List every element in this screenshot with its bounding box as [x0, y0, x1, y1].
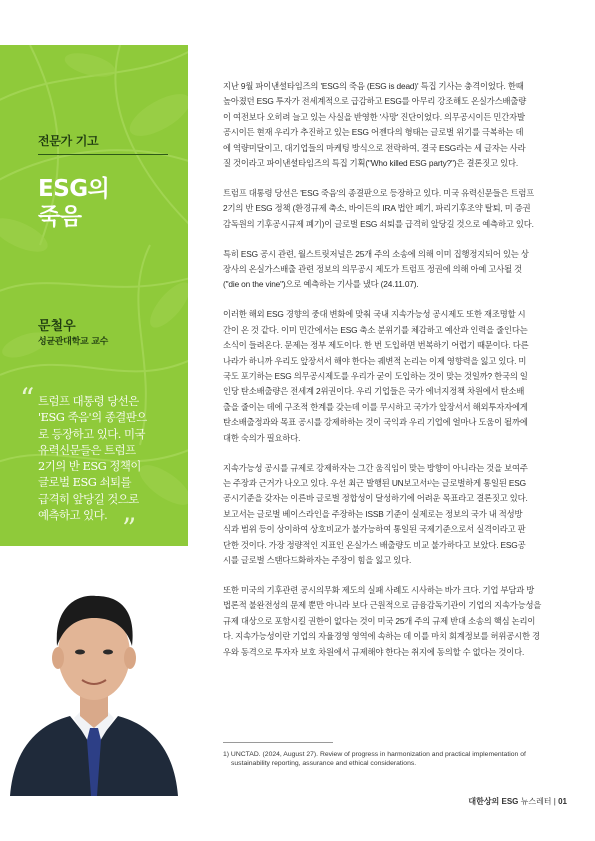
article-title-line: ESG의 [38, 176, 110, 202]
paragraph-line: 이 여전보다 오히려 늘고 있는 사실을 반영한 '사망' 진단이었다. 의무공시이든 민간자발 [223, 111, 525, 122]
page-footer [468, 796, 567, 807]
paragraph-line: 특히 ESG 공시 관련, 월스트릿저널은 25개 주의 소송에 의해 이미 집행정지되어 있는 상 [223, 248, 529, 259]
category-divider [38, 154, 168, 155]
pull-quote-line: 유력신문들은 트럼프 [38, 442, 136, 457]
paragraph-line: 감독원의 기후공시규제 폐기)이 글로벌 ESG 쇠퇴를 급격히 앞당길 것으로 예측하고 있다. [223, 218, 534, 229]
paragraph-line: 높아졌던 ESG 투자가 전세계적으로 급감하고 ESG를 아무리 강조해도 온실가스배출량 [223, 96, 527, 107]
paragraph-line: 단한 것이다. 가장 정량적인 지표인 온실가스 배출량도 비교 불가하다고 보았다. ESG공 [223, 539, 526, 550]
paragraph-line: 나라가 하니까 우리도 앞장서서 해야 한다는 궤변적 논리는 이제 영향력을 잃고 있다. 미 [223, 355, 527, 366]
paragraph-line: 출을 줄이는 데에 구조적 한계를 갖는데 이를 무시하고 국가가 앞장서서 해외투자자에게 [223, 401, 528, 412]
paragraph-line: 공시이든 현재 우리가 추진하고 있는 ESG 어젠다의 형태는 글로벌 위기를 극복하는 데 [223, 127, 524, 138]
paragraph-line: 장사의 온실가스배출 관련 정보의 의무공시 제도가 트럼프 정권에 의해 아예 고사될 것 [223, 264, 522, 275]
paragraph-line: 다. 지속가능성이란 기업의 자율경영 영역에 속하는 데 이를 마치 회계정보를 허위공시한 경 [223, 631, 540, 642]
article-body [223, 79, 568, 674]
paragraph-line: 식과 범위 등이 상이하여 상호비교가 불가능하여 통일된 국제기준으로서 실격이라고 판 [223, 524, 526, 535]
pull-quote-line: 2기의 반 ESG 정책이 [38, 459, 141, 474]
paragraph-line: ("die on the vine")으로 예측하는 기사를 냈다 (24.11.07). [223, 279, 419, 290]
paragraph-line: 우와 동격으로 투자자 보호 차원에서 규제해야 한다는 취지에 동의할 수 없다는 것이다. [223, 646, 525, 657]
paragraph-line: 소식이 들려온다. 문제는 정부 제도이다. 한 번 도입하면 번복하기 어렵기 때문이다. 다른 [223, 340, 529, 351]
pull-quote-line: 'ESG 죽음'의 종결판으 [38, 410, 147, 425]
author-name: 문철우 [38, 319, 76, 334]
newsletter-label: 뉴스레터 [520, 797, 552, 806]
paragraph-line: 탄소배출정과와 목표 공시를 강제하하는 것이 국익과 우리 기업에 얼마나 도움이 될까에 [223, 417, 528, 428]
footnote-line: sustainability reporting, assurance and ethical considerations. [231, 760, 417, 767]
section-category: 전문가 기고 [38, 134, 99, 148]
paragraph-line: 이러한 해외 ESG 경향의 중대 변화에 맞춰 국내 지속가능성 공시제도 또한 재조명할 시 [223, 309, 526, 320]
article-paragraph [223, 307, 568, 446]
paragraph-line: 국도 포기하는 ESG 의무공시제도를 우리가 굳이 도입하는 것이 맞는 것일까? 한국의 일 [223, 371, 528, 381]
paragraph-line: 지난 9월 파이낸셜타임즈의 'ESG의 죽음 (ESG is dead)' 특집 기사는 충격이었다. 한때 [223, 81, 524, 91]
article-title-line: 죽음 [38, 204, 82, 230]
article-paragraph [223, 79, 568, 171]
pull-quote [38, 393, 184, 523]
paragraph-line: 간이 온 것 같다. 이미 민간에서는 ESG 축소 분위기를 체감하고 예산과 인력을 줄인다는 [223, 324, 528, 335]
article-paragraph [223, 461, 568, 569]
author-portrait [0, 546, 188, 796]
paragraph-line: 는 주장과 근거가 나오고 있다. 우선 최근 발행된 UN보고서¹⁾는 글로벌하게 통일된 ESG [223, 477, 526, 488]
paragraph-line: 에 역량미달이고, 대기업들의 마케팅 방식으로 전락하여, 결국 ESG라는 세 글자는 사라 [223, 142, 526, 153]
paragraph-line: 대한 숙의가 필요하다. [223, 432, 301, 443]
page-number: 01 [558, 797, 567, 806]
pull-quote-line: 급격히 앞당길 것으로 [38, 491, 139, 506]
article-paragraph [223, 247, 568, 293]
footnote [223, 750, 568, 768]
article-title [38, 175, 109, 231]
pull-quote-line: 예측하고 있다. [38, 508, 108, 523]
paragraph-line: 트럼프 대통령 당선은 'ESG 죽음'의 종결판으로 등장하고 있다. 미국 유력신문들은 트럼프 [223, 187, 535, 198]
close-quote-icon: ” [122, 512, 137, 545]
open-quote-icon: “ [20, 382, 35, 415]
paragraph-line: 시를 글로벌 스탠다드화하자는 주장이 힘을 잃고 있다. [223, 554, 412, 565]
pull-quote-line: 트럼프 대통령 당선은 [38, 394, 139, 408]
paragraph-line: 지속가능성 공시를 규제로 강제하자는 그간 움직임이 맞는 방향이 아니라는 것을 보여주 [223, 462, 528, 473]
paragraph-line: 인당 탄소배출량은 전세계 2위권이다. 우리 기업들은 국가 에너지정책 차원에서 탄소배 [223, 386, 525, 397]
pull-quote-line: 글로벌 ESG 쇠퇴를 [38, 475, 131, 490]
paragraph-line: 규제 대상으로 포함시킬 권한이 없다는 것이 미국 25개 주의 규제 반대 소송의 핵심 논리이 [223, 615, 536, 626]
author-affiliation: 성균관대학교 교수 [38, 337, 108, 347]
article-paragraph [223, 186, 568, 232]
publication-name: 대한상의 ESG [468, 797, 519, 806]
paragraph-line: 질 것이라고 파이낸셜타임즈의 특집 기획("Who killed ESG party?")은 결론짓고 있다. [223, 158, 518, 169]
footnote-line: 1) UNCTAD. (2024, August 27). Review of progress in harmonization and practical implementation of [223, 751, 526, 758]
paragraph-line: 또한 미국의 기후관련 공시의무화 제도의 실패 사례도 시사하는 바가 크다. 기업 부담과 방 [223, 584, 535, 595]
paragraph-line: 법론적 불완전성의 문제 뿐만 아니라 보다 근원적으로 금융감독기관이 기업의 지속가능성을 [223, 600, 542, 611]
pull-quote-line: 로 등장하고 있다. 미국 [38, 426, 146, 441]
footer-separator: | [553, 797, 556, 806]
footnote-divider [223, 742, 333, 743]
paragraph-line: 2기의 반 ESG 정책 (환경규제 축소, 바이든의 IRA 법안 폐기, 파리기후조약 탈퇴, 미 증권 [223, 203, 531, 214]
paragraph-line: 공시기준을 갖자는 이른바 글로벌 정합성이 달성하기에 어려운 목표라고 결론짓고 있다. [223, 493, 528, 504]
article-paragraph [223, 583, 568, 660]
paragraph-line: 보고서는 글로벌 베이스라인을 주장하는 ISSB 기준이 실제로는 정보의 국가 내 적성방 [223, 508, 523, 519]
